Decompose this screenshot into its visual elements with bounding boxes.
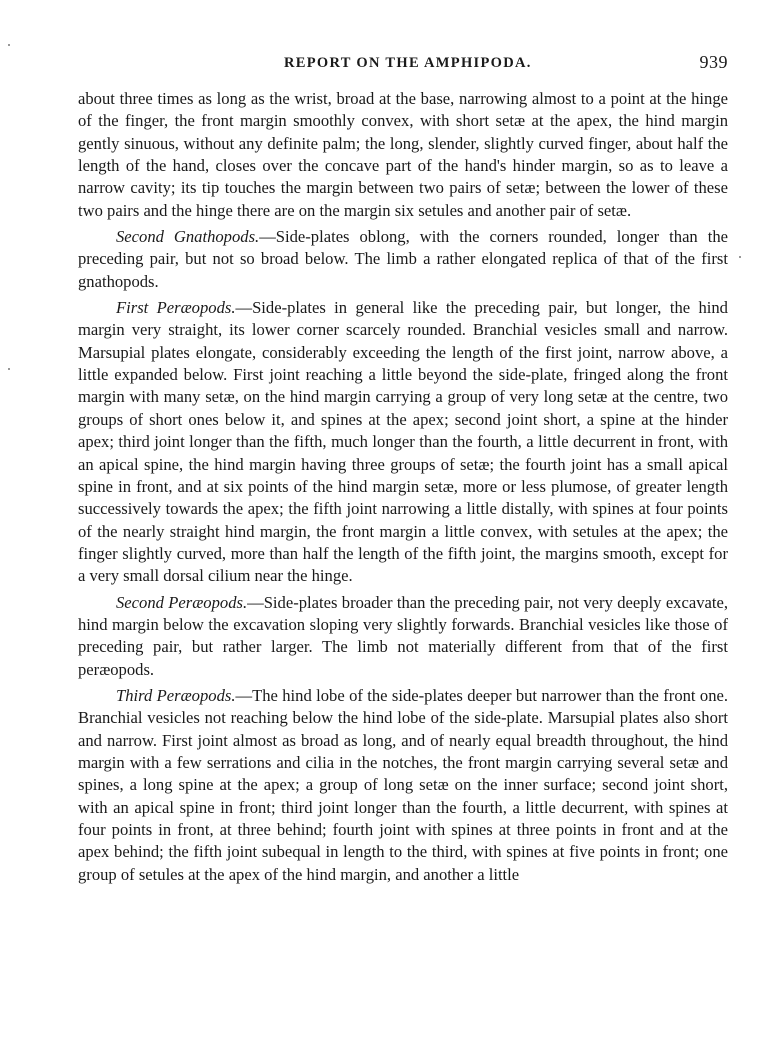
running-title: REPORT ON THE AMPHIPODA. — [284, 55, 532, 71]
section-heading-second-peraeopods: Second Peræopods. — [116, 592, 248, 612]
section-heading-third-peraeopods: Third Peræopods. — [116, 685, 236, 705]
running-head — [0, 52, 776, 76]
section-heading-second-gnathopods: Second Gnathopods. — [116, 227, 260, 247]
paragraph-text: —Side-plates in general like the preceding pair, but longer, the hind margin very straight, its lower corner scarcely rounded. Branchial vesicles small and narrow. Marsupial plates elongate, considerably exceeding the length of the first joint, narrow above, a little expanded below. First joint reaching a little beyond the side-plate, fringed along the front margin with many setæ, on the hind margin carrying a group of very long setæ at the centre, two groups of short ones below it, and spines at the apex; second joint short, a spine at the hinder apex; third joint longer than the fifth, much longer than the fourth, a little decurrent in front, with an apical spine, the hind margin having three groups of setæ; the fourth joint has a small apical spine in front, and at six points of the hind margin setæ, more or less plumose, of greater length successively towards the apex; the fifth joint narrowing a little distally, with spines at four points of the nearly straight hind margin, the front margin a little convex, with setules at the apex; the finger slightly curved, more than half the length of the fifth joint, the margins smooth, except for a very small dorsal cilium near the hinge. — [78, 298, 728, 586]
paragraph-text: —The hind lobe of the side-plates deeper but narrower than the front one. Branchial vesicles not reaching below the hind lobe of the side-plate. Marsupial plates also short and narrow. First joint almost as broad as long, and of nearly equal breadth throughout, the hind margin with a few serrations and cilia in the notches, the front margin carrying several setæ and spines, a long spine at the apex; a group of long setæ on the inner surface; second joint short, with an apical spine in front; third joint longer than the fourth, a little decurrent, with spines at four points in front, at three behind; fourth joint with spines at three points in front and at the apex behind; the fifth joint subequal in length to the third, with spines at five points in front; one group of setules at the apex of the hind margin, and another a little — [78, 685, 729, 884]
paragraph-third-peraeopods — [78, 685, 728, 886]
scan-speck — [8, 368, 10, 370]
paragraph-text: about three times as long as the wrist, broad at the base, narrowing almost to a point at the hinge of the finger, the front margin smoothly convex, with short setæ at the apex, the hind margin gently sinuous, without any definite palm; the long, slender, slightly curved finger, about half the length of the hand, closes over the concave part of the hand's hinder margin, so as to leave a narrow cavity; its tip touches the margin between two pairs of setæ; between the lower of these two pairs and the hinge there are on the margin six setules and another pair of setæ. — [78, 89, 728, 220]
paragraph-hand-description — [78, 88, 728, 222]
body-text — [78, 88, 728, 890]
paragraph-text: —Side-plates broader than the preceding pair, not very deeply excavate, hind margin below the excavation sloping very slightly forwards. Branchial vesicles like those of preceding pair, but rather larger. The limb not materially different from that of the first peræopods. — [78, 592, 728, 679]
scan-speck — [8, 44, 10, 46]
paragraph-text: —Side-plates oblong, with the corners rounded, longer than the preceding pair, but not so broad below. The limb a rather elongated replica of that of the first gnathopods. — [78, 227, 728, 291]
paragraph-second-peraeopods — [78, 592, 728, 681]
paragraph-second-gnathopods — [78, 226, 728, 293]
section-heading-first-peraeopods: First Peræopods. — [116, 298, 236, 318]
page-number: 939 — [699, 52, 728, 72]
scan-speck — [739, 256, 741, 258]
paragraph-first-peraeopods — [78, 297, 728, 587]
